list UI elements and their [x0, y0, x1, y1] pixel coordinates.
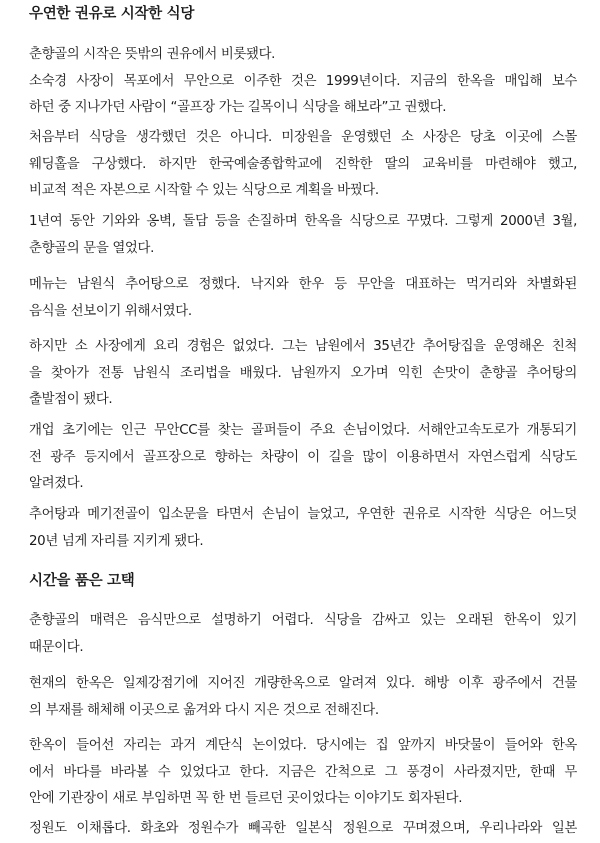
- text-line: 의 부재를 해체해 이곳으로 옮겨와 다시 지은 것으로 전해진다.: [29, 702, 379, 718]
- text-line: 에서 바다를 바라볼 수 있었다고 한다. 지금은 간척으로 그 풍경이 사라졌지만, 한때 무: [29, 764, 577, 780]
- text-line: 춘향골의 시작은 뜻밖의 권유에서 비롯됐다.: [29, 47, 276, 62]
- text-line: 안에 기관장이 새로 부임하면 꼭 한 번 들르던 곳이었다는 이야기도 회자된다.: [29, 791, 463, 806]
- text-line: 웨딩홀을 구상했다. 하지만 한국예술종합학교에 진학한 딸의 교육비를 마련해야 했고,: [29, 156, 577, 172]
- text-line: 한옥이 들어선 자리는 과거 계단식 논이었다. 당시에는 집 앞까지 바닷물이 들어와 한옥: [29, 738, 577, 753]
- paragraph: [29, 608, 577, 661]
- text-line: 1년여 동안 기와와 옹벽, 돌담 등을 손질하며 한옥을 식당으로 꾸몄다. 그렇게 2000년 3월,: [29, 214, 577, 229]
- text-line: 춘향골의 매력은 음식만으로 설명하기 어렵다. 식당을 감싸고 있는 오래된 한옥이 있기: [29, 613, 577, 628]
- text-line: 메뉴는 남원식 추어탕으로 정했다. 낙지와 한우 등 무안을 대표하는 먹거리와 차별화된: [29, 277, 577, 292]
- section-old-house: [29, 570, 577, 592]
- text-line: 하던 중 지나가던 사람이 “골프장 가는 길목이니 식당을 해보라”고 권했다.: [29, 100, 447, 115]
- paragraph: [29, 272, 577, 325]
- section-heading: 시간을 품은 고택: [29, 573, 135, 589]
- text-line: 현재의 한옥은 일제강점기에 지어진 개량한옥으로 알려져 있다. 해방 이후 광주에서 건물: [29, 676, 577, 691]
- text-line: 때문이다.: [29, 639, 84, 655]
- paragraph: [29, 334, 577, 414]
- paragraph: [29, 733, 577, 813]
- paragraph: [29, 125, 577, 205]
- section-heading: 우연한 권유로 시작한 식당: [29, 6, 195, 22]
- text-line: 개업 초기에는 인근 무안CC를 찾는 골퍼들이 주요 손님이었다. 서해안고속도로가 개통되기: [29, 423, 577, 438]
- paragraph: [29, 671, 577, 724]
- text-line: 정원도 이채롭다. 화초와 정원수가 빼곡한 일본식 정원으로 꾸며졌으며, 우리나라와 일본: [29, 821, 577, 836]
- text-line: 처음부터 식당을 생각했던 것은 아니다. 미장원을 운영했던 소 사장은 당초 이곳에 스몰: [29, 130, 577, 145]
- text-line: 비교적 적은 자본으로 시작할 수 있는 식당으로 계획을 바꿨다.: [29, 183, 379, 198]
- section-origin: [29, 3, 577, 25]
- text-line: 20년 넘게 자리를 지키게 됐다.: [29, 533, 204, 549]
- text-line: 전 광주 등지에서 골프장으로 향하는 차량이 이 길을 많이 이용하면서 자연스럽게 식당도: [29, 449, 577, 465]
- text-line: 음식을 선보이기 위해서였다.: [29, 303, 192, 319]
- text-line: 출발점이 됐다.: [29, 392, 113, 407]
- paragraph: [29, 502, 577, 555]
- paragraph: [29, 209, 577, 262]
- text-line: 춘향골의 문을 열었다.: [29, 240, 154, 256]
- text-line: 소숙경 사장이 목포에서 무안으로 이주한 것은 1999년이다. 지금의 한옥을 매입해 보수: [29, 73, 577, 89]
- text-line: 하지만 소 사장에게 요리 경험은 없었다. 그는 남원에서 35년간 추어탕집을 운영해온 친척: [29, 339, 577, 354]
- text-line: 알려졌다.: [29, 476, 84, 491]
- paragraph: [29, 42, 577, 122]
- paragraph: [29, 418, 577, 498]
- text-line: 을 찾아가 전통 남원식 조리법을 배웠다. 남원까지 오가며 익힌 손맛이 춘향골 추어탕의: [29, 365, 577, 381]
- text-line: 추어탕과 메기전골이 입소문을 타면서 손님이 늘었고, 우연한 권유로 시작한 식당은 어느덧: [29, 507, 577, 522]
